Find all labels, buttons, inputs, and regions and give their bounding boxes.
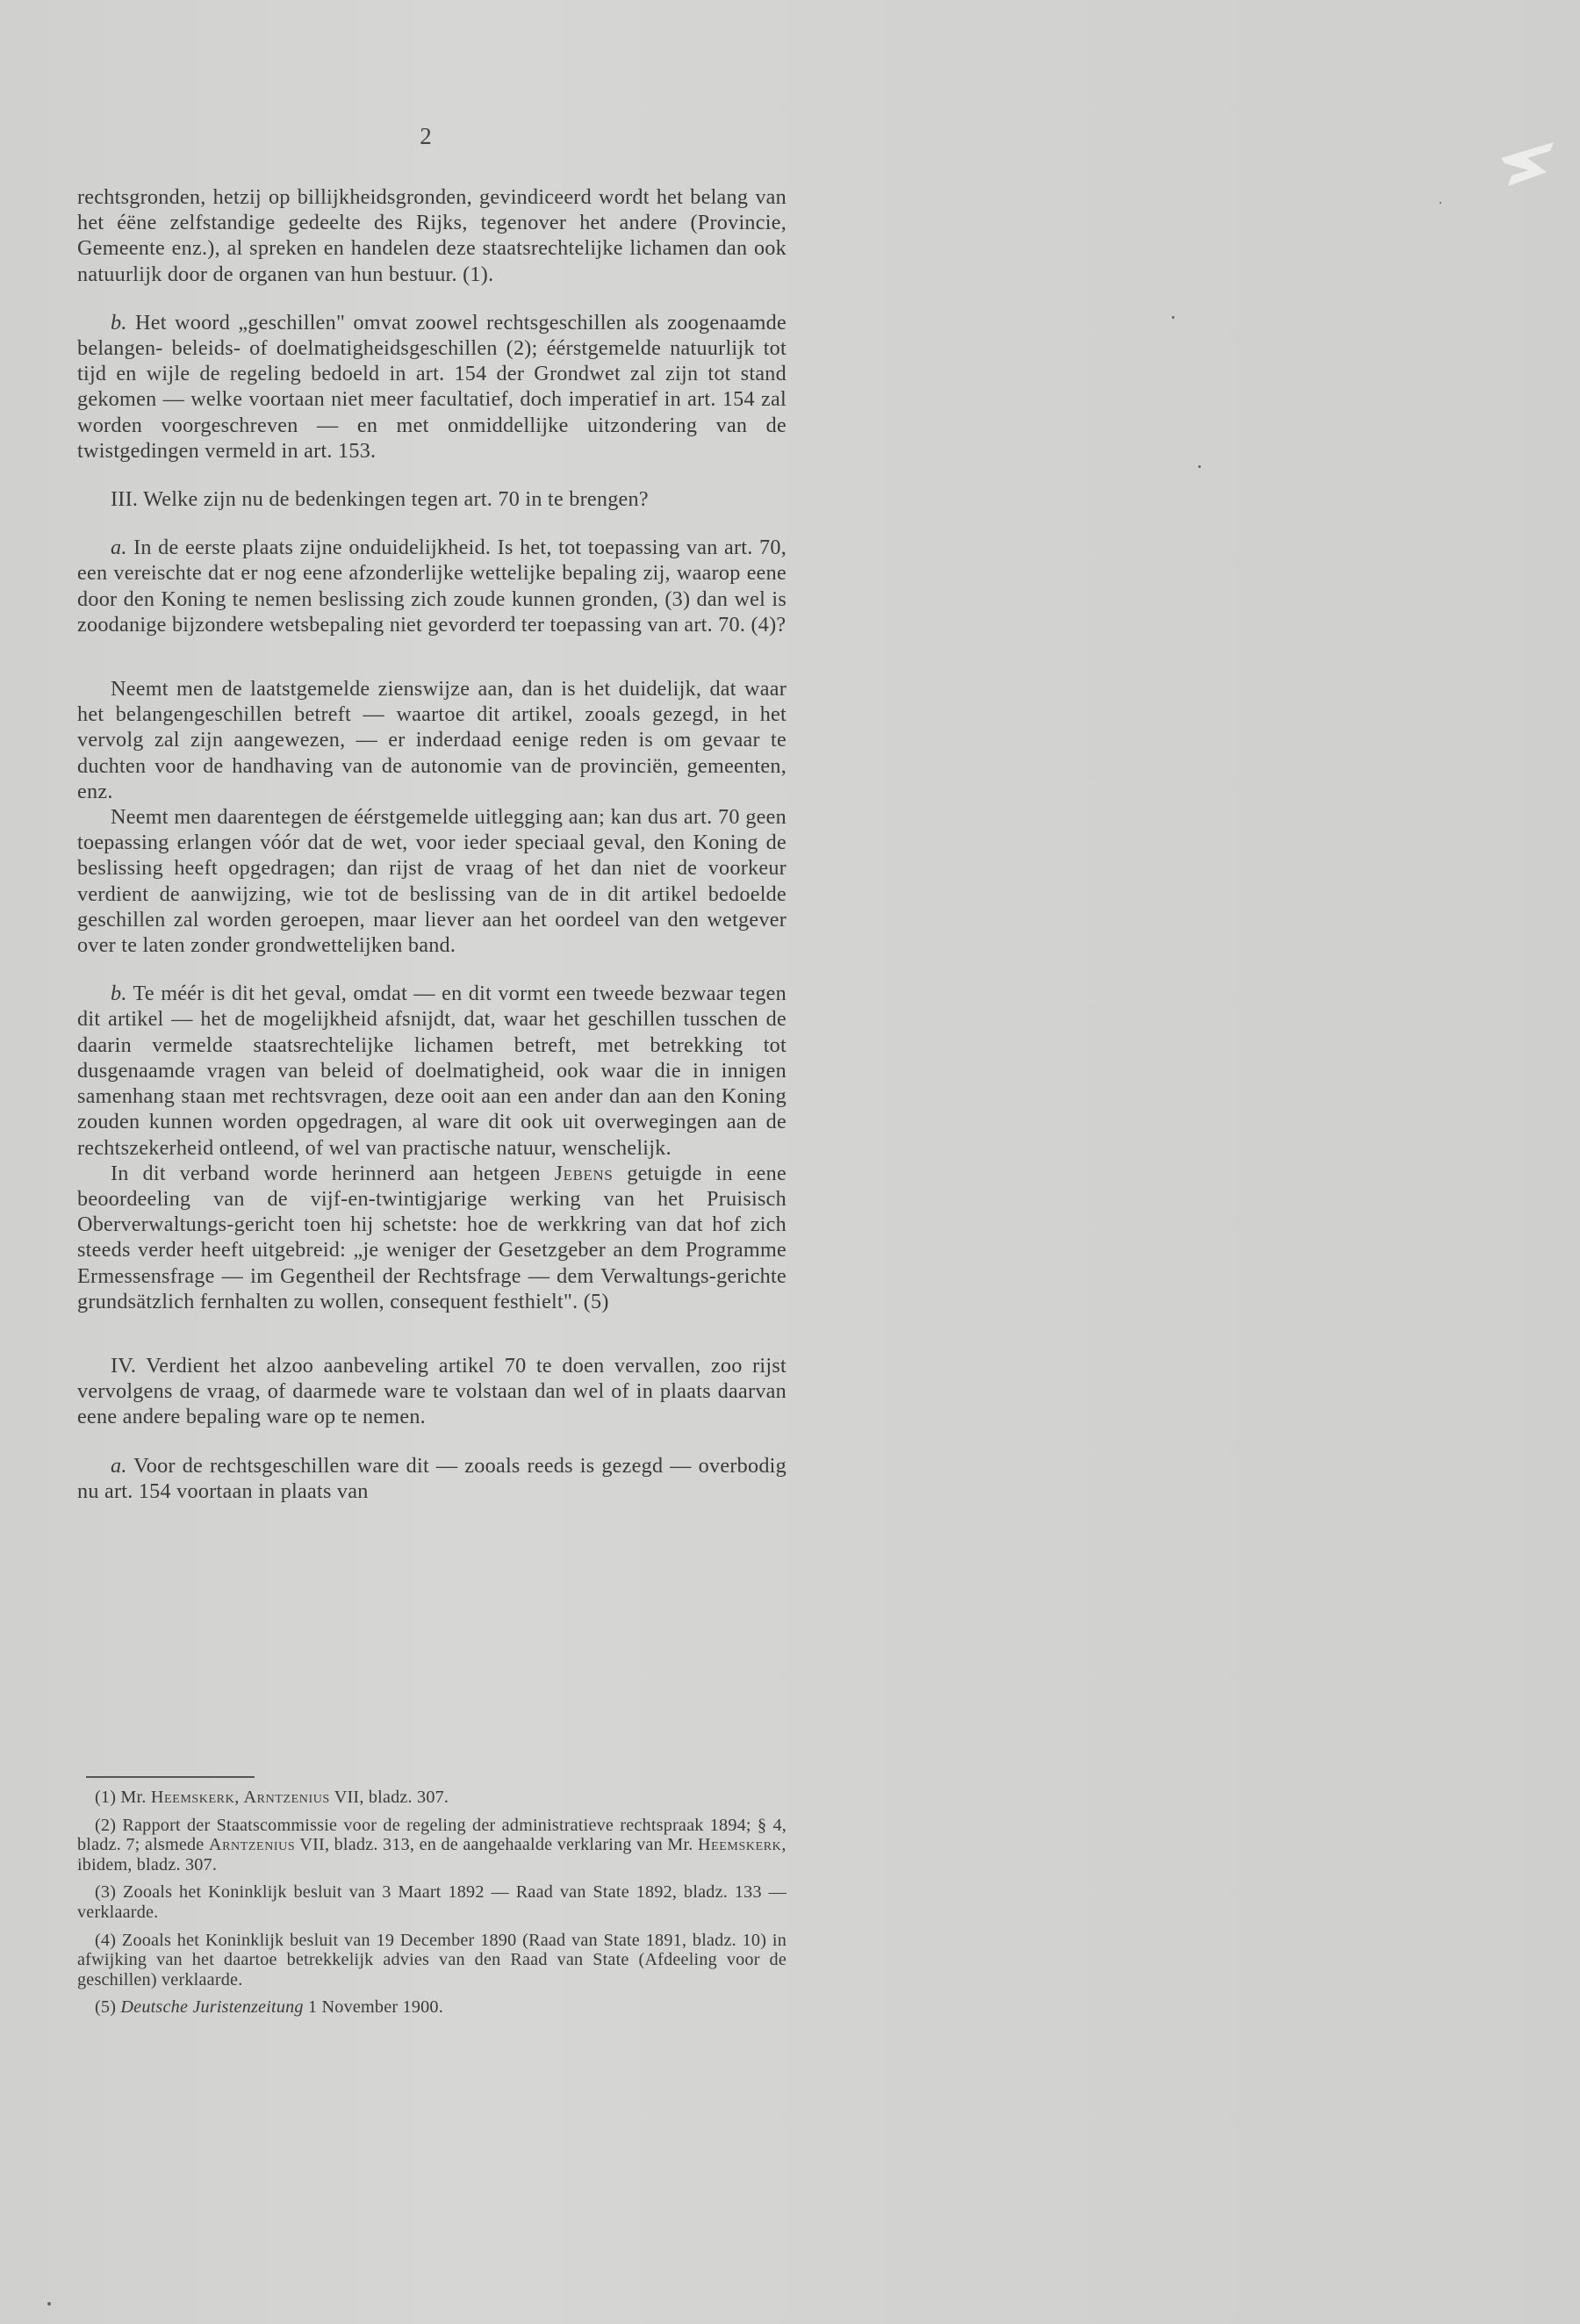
paragraph-jebens: In dit verband worde herinnerd aan hetgeen Jebens getuigde in eene beoordeeling van de vijf-en-twintigjarige werking van het Pruisisch Oberverwaltungs-gericht toen hij schetste: hoe de werkkring van dat hof zich steeds verder heeft uitgebreid: „je weniger der Gesetzgeber an dem Programme Ermessensfrage — im Gegentheil der Rechtsfrage — dem Verwaltungs-gerichte grundsätzlich fernhalten zu wollen, consequent festhielt". (5) — [77, 1161, 786, 1313]
scan-speck — [47, 2302, 51, 2306]
scan-speck — [1172, 316, 1174, 319]
footnote-2: (2) Rapport der Staatscommissie voor de regeling der administratieve rechtspraak 1894; § 4, bladz. 7; alsmede Arntzenius VII, bladz. 313, en de aangehaalde verklaring van Mr. Heemskerk, ibidem, bladz. 307. — [77, 1815, 787, 1874]
footnote-3: (3) Zooals het Koninklijk besluit van 3 Maart 1892 — Raad van State 1892, bladz. 133 — verklaarde. — [77, 1882, 786, 1922]
paragraph-b-geschillen: b. Het woord „geschillen" omvat zoowel rechtsgeschillen als zoogenaamde belangen- beleids- of doelmatigheidsgeschillen (2); éérstgemelde natuurlijk tot tijd en wijle de regeling bedoeld in art. 154 der Grondwet zal zijn tot stand gekomen — welke voortaan niet meer facultatief, doch imperatief in art. 154 zal worden voorgeschreven — en met onmiddellijke uitzondering van de twistgedingen vermeld in art. 153. — [77, 310, 787, 463]
footnote-5: (5) Deutsche Juristenzeitung 1 November 1900. — [95, 1997, 443, 2018]
paragraph-intro: rechtsgronden, hetzij op billijkheidsgronden, gevindiceerd wordt het belang van het éëne zelfstandige gedeelte des Rijks, tegenover het andere (Provincie, Gemeente enz.), al spreken en handelen deze staatsrechtelijke lichamen dan ook natuurlijk door de organen van hun bestuur. (1). — [77, 185, 786, 286]
paragraph-a-onduidelijkheid: a. In de eerste plaats zijne onduidelijkheid. Is het, tot toepassing van art. 70, een vereischte dat er nog eene afzonderlijke wettelijke bepaling zij, waarop eene door den Koning te nemen beslissing zich zoude kunnen gronden, (3) dan wel is zoodanige bijzondere wetsbepaling niet gevorderd ter toepassing van art. 70. (4)? — [77, 536, 787, 637]
scan-speck — [1440, 202, 1441, 204]
paragraph-eerstgemelde: Neemt men daarentegen de éérstgemelde uitlegging aan; kan dus art. 70 geen toepassing erlangen vóór dat de wet, voor ieder speciaal geval, den Koning de beslissing heeft opgedragen; dan rijst de vraag of het dan niet de voorkeur verdient de aanwijzing, wie tot de beslissing van de in dit artikel bedoelde geschillen zal worden geroepen, maar liever aan het oordeel van den wetgever over te laten zonder grondwettelijken band. — [77, 805, 786, 958]
page-number: 2 — [420, 123, 432, 149]
footnotes — [77, 1788, 786, 2025]
body-text — [77, 184, 786, 1504]
scan-mark-icon — [1492, 132, 1562, 193]
footnote-1: (1) Mr. Heemskerk, Arntzenius VII, bladz. 307. — [95, 1788, 449, 1807]
footnote-4: (4) Zooals het Koninklijk besluit van 19 December 1890 (Raad van State 1891, bladz. 10) in afwijking van het daartoe betrekkelijk advies van den Raad van State (Afdeeling voor de geschillen) verklaarde. — [77, 1930, 787, 1989]
scan-speck — [1198, 465, 1201, 468]
paragraph-section-iii: III. Welke zijn nu de bedenkingen tegen art. 70 in te brengen? — [111, 487, 649, 512]
paragraph-section-iv: IV. Verdient het alzoo aanbeveling artikel 70 te doen vervallen, zoo rijst vervolgens de vraag, of daarmede ware te volstaan dan wel of in plaats daarvan eene andere bepaling ware op te nemen. — [77, 1353, 786, 1429]
footnote-divider — [86, 1776, 255, 1778]
paragraph-laatstgemelde: Neemt men de laatstgemelde zienswijze aan, dan is het duidelijk, dat waar het belangengeschillen betreft — waartoe dit artikel, zooals gezegd, in het vervolg zal zijn aangewezen, — er inderdaad eenige reden is om gevaar te duchten voor de handhaving van de autonomie van de provinciën, gemeenten, enz. — [77, 677, 786, 803]
paragraph-a-rechtsgeschillen: a. Voor de rechtsgeschillen ware dit — zooals reeds is gezegd — overbodig nu art. 154 voortaan in plaats van — [77, 1453, 786, 1503]
paragraph-b-bezwaar: b. Te méér is dit het geval, omdat — en dit vormt een tweede bezwaar tegen dit artikel — het de mogelijkheid afsnijdt, dat, waar het geschillen tusschen de daarin vermelde staatsrechtelijke lichamen betreft, met betrekking tot dusgenaamde vragen van beleid of doelmatigheid, ook waar die in innigen samenhang staan met rechtsvragen, deze ooit aan een ander dan aan den Koning zouden kunnen worden opgedragen, al ware dit ook uit overwegingen aan de rechtszekerheid ontleend, of wel van practische natuur, wenschelijk. — [77, 982, 786, 1160]
